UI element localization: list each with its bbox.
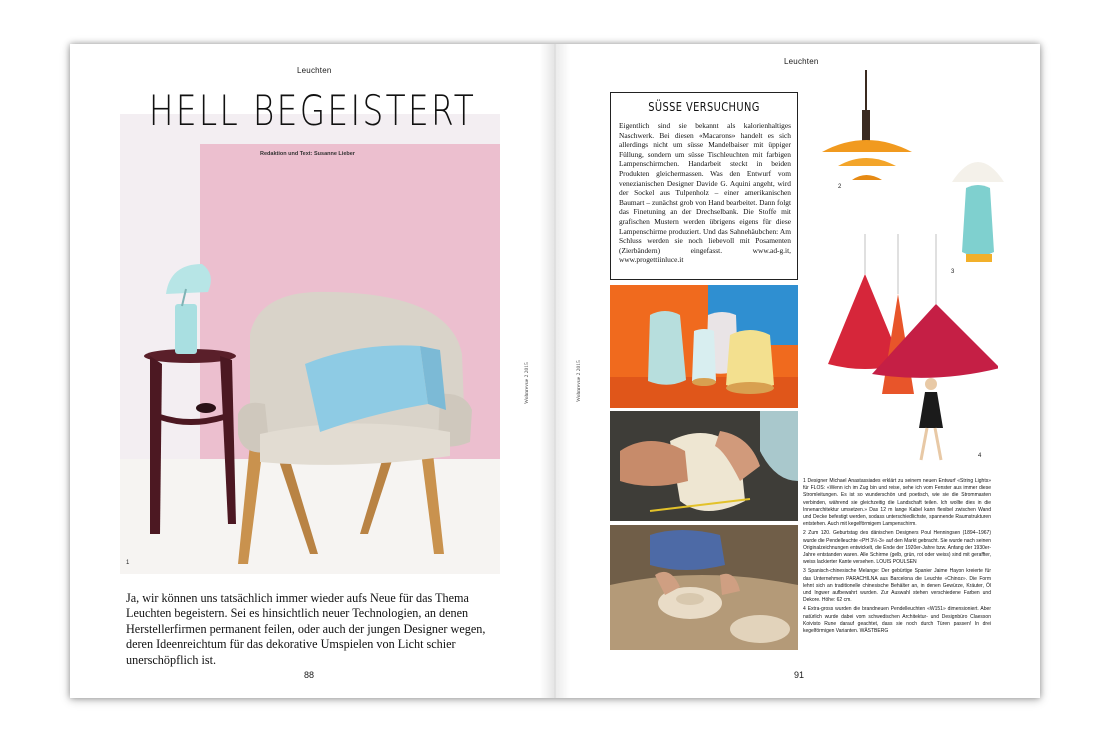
caption-3: 3 Spanisch-chinesische Melange: Der gebürtige Spanier Jaime Hayon kreierte für das Unternehmen PARACHILNA aus Barcelona die Leuchte «Chinoz». Die Form lehnt sich an traditionelle chinesische Behälter an, in denen Gewürze, Kräuter, Öl und Ingwer aufbewahrt wurden. Zur Auswahl stehen verschiedene Farben und Dekore. Höhe: 62 cm. [803, 568, 991, 604]
left-page [70, 44, 555, 698]
caption-4: 4 Extra-gross wurden die brandneuen Pendelleuchten «W151» dimensioniert. Aber natürlich wurde dabei vom schwedischen Architektur- und Designbüro Claesson Koivisto Rune darauf geachtet, dass sie noch durch Türen passen! In drei kegelförmigen Varianten. WÄSTBERG [803, 606, 991, 635]
magazine-spread [70, 44, 1040, 698]
sidebar-title: SÜSSE VERSUCHUNG [648, 100, 760, 114]
sidebar-box [610, 92, 798, 280]
caption-1: 1 Designer Michael Anastassiades erklärt zu seinem neuen Entwurf «String Lights» für FLOS: «Wenn ich im Zug bin und reise, sehe ich vom Fenster aus immer diese Stromleitungen. Es ist so wunderschön und poetisch, wie sie die Strommasten verbinden, während sie gleichzeitig die Landschaft teilen. Ich wollte dies in die Innenarchitektur umsetzen.» Das 12 m lange Kabel kann flexibel zwischen Wand und Decke befestigt werden, sodass unterschiedlichste, spannende Raumstrukturen entstehen. Auch mit kegelförmigem Lampenschirm. [803, 478, 991, 528]
handcraft-photo [610, 411, 798, 521]
spine-text-left: Wohnrevue 2 2015 [524, 362, 530, 404]
page-number-left: 88 [304, 670, 315, 680]
article-title: HELL BEGEISTERT [148, 86, 477, 135]
macaron-lamps-photo [610, 285, 798, 408]
armchair-illustration [120, 114, 500, 574]
figure-number-3: 3 [951, 269, 955, 275]
walking-girl-figure [905, 374, 955, 464]
page-number-right: 91 [794, 670, 805, 680]
captions [803, 478, 991, 637]
armchair-photo [120, 114, 500, 574]
figure-number-4: 4 [978, 453, 982, 459]
orange-pendant-lamp [808, 70, 920, 190]
credit-line: Redaktion und Text: Susanne Lieber [260, 151, 355, 157]
figure-number-1: 1 [126, 560, 130, 566]
section-label: Leuchten [297, 66, 332, 75]
sidebar-text: Eigentlich sind sie bekannt als kalorienhaltiges Naschwerk. Bei diesen «Macarons» handelt es sich allerdings nicht um süsse Mandelbaiser mit üppiger Füllung, sondern um süsse Tischleuchten mit farbigen Lampenschirmchen. Handarbeit steckt in beiden Produkten gleichermassen. Was den Entwurf vom venezianischen Designer Davide G. Aquini angeht, wird der Sockel aus Tulpenholz – einer amerikanischen Baumart – zunächst grob von Hand bearbeitet. Dann folgt das Finetuning an der Drechselbank. Die Stoffe mit grafischen Mustern werden übrigens eigens für diese Lampenschirme produziert. Und das Sahnehäubchen: Am Schluss werden sie noch liebevoll mit Posamenten (Zierbändern) eingefasst. www.ad-g.it, www.progettiinluce.it [619, 121, 791, 265]
wood-turning-photo [610, 525, 798, 650]
caption-2: 2 Zum 120. Geburtstag des dänischen Designers Poul Henningsen (1894–1967) wurde die Pendelleuchte «PH 3½-3» auf den Markt gebracht. Sie wurde nach seinen Originalzeichnungen entwickelt, die Ende der 1920er-Jahre bzw. Anfang der 1930er-Jahre entstanden waren. Alle Schirme (gelb, grün, rot oder weiss) sind mit geraffter, weiss lackierter Kante versehen. LOUIS POULSEN [803, 530, 991, 566]
gutter-shadow [540, 44, 570, 698]
section-label-right: Leuchten [784, 57, 819, 66]
lead-paragraph: Ja, wir können uns tatsächlich immer wieder aufs Neue für das Thema Leuchten begeistern. Sei es hinsichtlich neuer Technologien, an denen Herstellerfirmen permanent feilen, oder auch der jungen Designer wegen, deren Ideenreichtum für das dekorative Umspielen von Licht schier unerschöpflich ist. [126, 591, 486, 667]
spine-text-right: Wohnrevue 2 2015 [576, 360, 582, 402]
cone-pendant-lamps [808, 234, 998, 394]
figure-number-2: 2 [838, 184, 842, 190]
